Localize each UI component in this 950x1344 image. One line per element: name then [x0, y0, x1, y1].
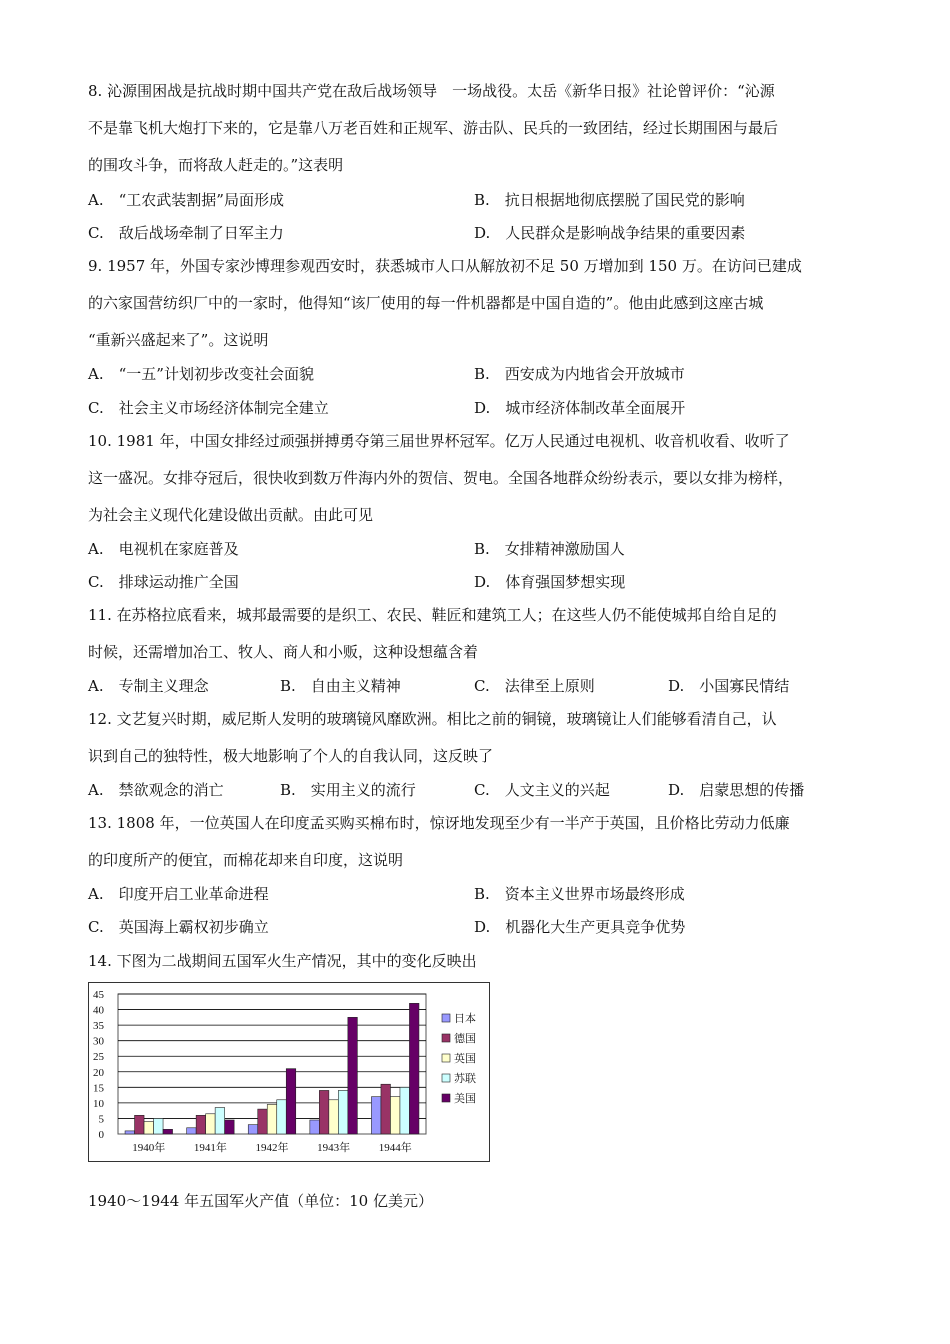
bar-英国-1941年	[206, 1114, 216, 1134]
legend-swatch	[442, 1014, 450, 1022]
bar-英国-1944年	[390, 1097, 400, 1134]
q12-option-d[interactable]: D. 启蒙思想的传播	[668, 781, 805, 799]
legend-swatch	[442, 1054, 450, 1062]
legend-label: 英国	[454, 1052, 476, 1065]
bar-苏联-1944年	[400, 1087, 410, 1134]
q13-stem-line-2: 的印度所产的便宜，而棉花却来自印度，这说明	[88, 851, 404, 869]
q12-option-a[interactable]: A. 禁欲观念的消亡	[88, 781, 224, 799]
q13-option-c[interactable]: C. 英国海上霸权初步确立	[88, 918, 269, 936]
q9-option-c[interactable]: C. 社会主义市场经济体制完全建立	[88, 399, 329, 417]
legend-label: 日本	[454, 1012, 476, 1025]
x-tick-label: 1942年	[255, 1142, 289, 1154]
q10-option-c[interactable]: C. 排球运动推广全国	[88, 573, 239, 591]
bar-日本-1944年	[371, 1097, 381, 1134]
q12-stem-line-2: 识到自己的独特性，极大地影响了个人的自我认同，这反映了	[88, 747, 494, 765]
q11-stem-line-1: 11. 在苏格拉底看来，城邦最需要的是织工、农民、鞋匠和建筑工人；在这些人仍不能使城邦自给自足的	[88, 606, 777, 624]
q9-stem-line-2: 的六家国营纺织厂中的一家时，他得知“该厂使用的每一件机器都是中国自造的”。他由此感到这座古城	[88, 294, 764, 312]
legend-swatch	[442, 1094, 450, 1102]
bar-德国-1944年	[381, 1084, 391, 1134]
bar-日本-1940年	[125, 1131, 135, 1134]
legend-label: 美国	[454, 1092, 476, 1105]
q12-stem-line-1: 12. 文艺复兴时期，威尼斯人发明的玻璃镜风靡欧洲。相比之前的铜镜，玻璃镜让人们能够看清自己，认	[88, 710, 777, 728]
bar-英国-1942年	[267, 1104, 277, 1134]
bar-日本-1941年	[187, 1128, 197, 1134]
q13-option-b[interactable]: B. 资本主义世界市场最终形成	[474, 885, 685, 903]
q11-option-b[interactable]: B. 自由主义精神	[280, 677, 401, 695]
legend-label: 苏联	[454, 1072, 476, 1085]
bar-美国-1943年	[348, 1017, 358, 1134]
q9-option-a[interactable]: A. “一五”计划初步改变社会面貌	[88, 365, 314, 383]
q8-stem-line-3: 的围攻斗争，而将敌人赶走的。”这表明	[88, 156, 344, 174]
bar-苏联-1943年	[338, 1090, 348, 1134]
q11-option-d[interactable]: D. 小国寡民情结	[668, 677, 790, 695]
q9-option-d[interactable]: D. 城市经济体制改革全面展开	[474, 399, 686, 417]
bar-德国-1940年	[135, 1115, 145, 1134]
q10-option-b[interactable]: B. 女排精神激励国人	[474, 540, 625, 558]
bar-美国-1941年	[225, 1120, 235, 1134]
y-tick-label: 40	[93, 1004, 104, 1017]
q10-option-d[interactable]: D. 体育强国梦想实现	[474, 573, 626, 591]
y-tick-label: 5	[98, 1113, 104, 1126]
q8-option-a[interactable]: A. “工农武装割据”局面形成	[88, 191, 284, 209]
legend-label: 德国	[454, 1032, 476, 1045]
y-tick-label: 20	[93, 1066, 104, 1079]
q9-stem-line-1: 9. 1957 年，外国专家沙博理参观西安时，获悉城市人口从解放初不足 50 万增加到 150 万。在访问已建成	[88, 257, 802, 275]
q13-option-a[interactable]: A. 印度开启工业革命进程	[88, 885, 269, 903]
x-tick-label: 1940年	[132, 1142, 166, 1154]
legend-swatch	[442, 1074, 450, 1082]
bar-苏联-1940年	[154, 1118, 164, 1134]
q10-option-a[interactable]: A. 电视机在家庭普及	[88, 540, 239, 558]
q8-stem-line-1: 8. 沁源围困战是抗战时期中国共产党在敌后战场领导 一场战役。太岳《新华日报》社论曾评价：“沁源	[88, 82, 775, 100]
q11-option-c[interactable]: C. 法律至上原则	[474, 677, 595, 695]
q9-option-b[interactable]: B. 西安成为内地省会开放城市	[474, 365, 685, 383]
q12-option-c[interactable]: C. 人文主义的兴起	[474, 781, 610, 799]
q10-stem-line-2: 这一盛况。女排夺冠后，很快收到数万件海内外的贺信、贺电。全国各地群众纷纷表示，要以女排为榜样，	[88, 469, 794, 487]
x-tick-label: 1944年	[378, 1142, 412, 1154]
q8-option-d[interactable]: D. 人民群众是影响战争结果的重要因素	[474, 224, 746, 242]
y-tick-label: 35	[93, 1020, 104, 1033]
bar-日本-1943年	[310, 1120, 320, 1134]
q8-stem-line-2: 不是靠飞机大炮打下来的，它是靠八万老百姓和正规军、游击队、民兵的一致团结，经过长期围困与最后	[88, 119, 779, 137]
q12-option-b[interactable]: B. 实用主义的流行	[280, 781, 416, 799]
y-tick-label: 25	[93, 1051, 104, 1064]
x-tick-label: 1941年	[193, 1142, 227, 1154]
q13-stem-line-1: 13. 1808 年，一位英国人在印度孟买购买棉布时，惊讶地发现至少有一半产于英国，且价格比劳动力低廉	[88, 814, 790, 832]
bar-英国-1943年	[329, 1100, 339, 1134]
bar-德国-1943年	[319, 1090, 329, 1134]
bar-美国-1940年	[163, 1129, 173, 1134]
bar-英国-1940年	[144, 1122, 154, 1134]
q8-option-c[interactable]: C. 敌后战场牵制了日军主力	[88, 224, 284, 242]
y-tick-label: 30	[93, 1035, 104, 1048]
bar-苏联-1941年	[215, 1108, 225, 1134]
legend-swatch	[442, 1034, 450, 1042]
q9-stem-line-3: “重新兴盛起来了”。这说明	[88, 331, 269, 349]
q13-option-d[interactable]: D. 机器化大生产更具竞争优势	[474, 918, 686, 936]
y-tick-label: 10	[93, 1097, 104, 1110]
q11-option-a[interactable]: A. 专制主义理念	[88, 677, 209, 695]
chart-caption: 1940～1944 年五国军火产值（单位：10 亿美元）	[88, 1192, 433, 1210]
q11-stem-line-2: 时候，还需增加冶工、牧人、商人和小贩，这种设想蕴含着	[88, 643, 479, 661]
q8-option-b[interactable]: B. 抗日根据地彻底摆脱了国民党的影响	[474, 191, 745, 209]
q14-stem-line-1: 14. 下图为二战期间五国军火生产情况，其中的变化反映出	[88, 952, 477, 970]
q10-stem-line-3: 为社会主义现代化建设做出贡献。由此可见	[88, 506, 374, 524]
bar-苏联-1942年	[277, 1100, 287, 1134]
bar-美国-1944年	[409, 1003, 419, 1134]
bar-德国-1941年	[196, 1115, 206, 1134]
munitions-bar-chart	[88, 982, 490, 1162]
bar-美国-1942年	[286, 1069, 296, 1134]
bar-日本-1942年	[248, 1125, 258, 1134]
y-tick-label: 0	[98, 1129, 104, 1141]
x-tick-label: 1943年	[317, 1142, 351, 1154]
bar-德国-1942年	[258, 1109, 268, 1134]
y-tick-label: 45	[93, 989, 104, 1001]
y-tick-label: 15	[93, 1082, 104, 1095]
q10-stem-line-1: 10. 1981 年，中国女排经过顽强拼搏勇夺第三届世界杯冠军。亿万人民通过电视机、收音机收看、收听了	[88, 432, 790, 450]
